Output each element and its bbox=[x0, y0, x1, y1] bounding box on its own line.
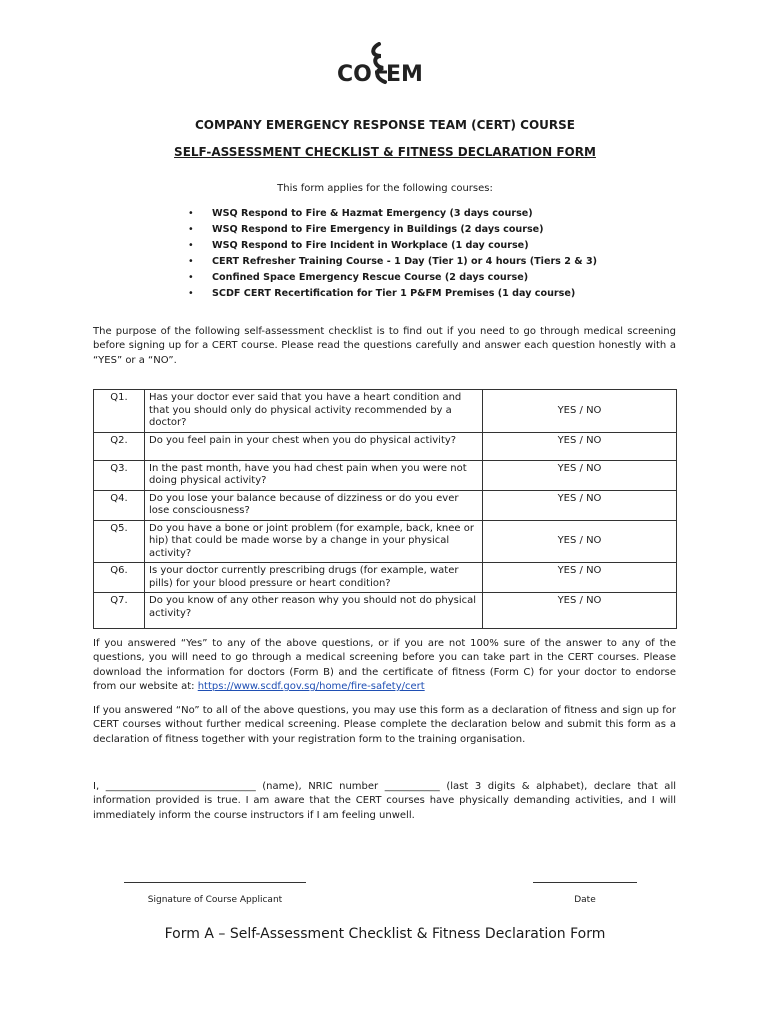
question-text: Do you have a bone or joint problem (for example, back, knee or hip) that could be made worse by a change in your physical activity? bbox=[145, 520, 483, 563]
yes-no-answer[interactable] bbox=[483, 432, 677, 460]
answer-label: YES / NO bbox=[557, 535, 602, 546]
table-row bbox=[94, 460, 677, 490]
answer-label: YES / NO bbox=[557, 595, 602, 606]
answer-label: YES / NO bbox=[557, 404, 602, 416]
question-text: Do you know of any other reason why you should not do physical activity? bbox=[145, 593, 483, 629]
answer-label: YES / NO bbox=[557, 492, 602, 504]
course-list bbox=[188, 206, 597, 302]
declaration-paragraph: I, ______________________________ (name), NRIC number ___________ (last 3 digits & alphabet), declare that all information provided is true. I am aware that the CERT courses have physically demanding activities, and I will immediately inform the course instructors if I am feeling unwell. bbox=[93, 781, 676, 821]
yes-no-answer[interactable] bbox=[483, 490, 677, 520]
intro-text: This form applies for the following courses: bbox=[277, 183, 493, 194]
questions-table bbox=[93, 389, 677, 629]
yes-no-answer[interactable] bbox=[483, 390, 677, 433]
list-item: • WSQ Respond to Fire Incident in Workplace (1 day course) bbox=[188, 238, 597, 254]
question-number: Q6. bbox=[94, 563, 145, 593]
table-row bbox=[94, 593, 677, 629]
question-number: Q7. bbox=[94, 593, 145, 629]
list-item: • WSQ Respond to Fire & Hazmat Emergency (3 days course) bbox=[188, 206, 597, 222]
cosem-logo bbox=[335, 42, 435, 94]
logo-text-left: CO bbox=[337, 62, 372, 87]
question-number: Q4. bbox=[94, 490, 145, 520]
table-row bbox=[94, 490, 677, 520]
question-text: Do you lose your balance because of dizziness or do you ever lose consciousness? bbox=[145, 490, 483, 520]
no-answer-paragraph: If you answered “No” to all of the above questions, you may use this form as a declaration of fitness and sign up for CERT courses without further medical screening. Please complete the declaration below and submit this form as a declaration of fitness together with your registration form to the training organisation. bbox=[93, 705, 676, 745]
list-item: • CERT Refresher Training Course - 1 Day (Tier 1) or 4 hours (Tiers 2 & 3) bbox=[188, 254, 597, 270]
question-text: Is your doctor currently prescribing drugs (for example, water pills) for your blood pressure or heart condition? bbox=[145, 563, 483, 593]
date-line[interactable] bbox=[533, 882, 637, 883]
question-text: Do you feel pain in your chest when you do physical activity? bbox=[145, 432, 483, 460]
answer-label: YES / NO bbox=[557, 434, 602, 446]
answer-label: YES / NO bbox=[557, 462, 602, 474]
purpose-paragraph: The purpose of the following self-assessment checklist is to find out if you need to go through medical screening before signing up for a CERT course. Please read the questions carefully and answer each question honestly with a “YES” or a “NO”. bbox=[93, 326, 676, 366]
question-number: Q3. bbox=[94, 460, 145, 490]
question-number: Q1. bbox=[94, 390, 145, 433]
document-title: COMPANY EMERGENCY RESPONSE TEAM (CERT) COURSE bbox=[195, 118, 575, 132]
yes-answer-paragraph bbox=[93, 637, 676, 694]
table-row bbox=[94, 390, 677, 433]
question-number: Q2. bbox=[94, 432, 145, 460]
date-label: Date bbox=[574, 895, 596, 905]
signature-label: Signature of Course Applicant bbox=[147, 895, 283, 905]
logo-text-right: EM bbox=[386, 62, 423, 87]
list-item: • Confined Space Emergency Rescue Course (2 days course) bbox=[188, 270, 597, 286]
yes-no-answer[interactable] bbox=[483, 460, 677, 490]
question-text: Has your doctor ever said that you have a heart condition and that you should only do physical activity recommended by a doctor? bbox=[145, 390, 483, 433]
answer-label: YES / NO bbox=[557, 565, 602, 576]
list-item: • WSQ Respond to Fire Emergency in Buildings (2 days course) bbox=[188, 222, 597, 238]
signature-line[interactable] bbox=[124, 882, 306, 883]
table-row bbox=[94, 432, 677, 460]
yes-no-answer[interactable] bbox=[483, 520, 677, 563]
yes-no-answer[interactable] bbox=[483, 563, 677, 593]
question-text: In the past month, have you had chest pain when you were not doing physical activity? bbox=[145, 460, 483, 490]
website-link[interactable]: https://www.scdf.gov.sg/home/fire-safety/cert bbox=[197, 680, 425, 692]
list-item: • SCDF CERT Recertification for Tier 1 P&FM Premises (1 day course) bbox=[188, 286, 597, 302]
yes-answer-text: If you answered “Yes” to any of the above questions, or if you are not 100% sure of the answer to any of the questions, you will need to go through a medical screening before you can take part in the CERT courses. Please download the information for doctors (Form B) and the certificate of fitness (Form C) for your doctor to endorse from our website at: bbox=[93, 638, 676, 692]
table-row bbox=[94, 563, 677, 593]
footer-title: Form A – Self-Assessment Checklist & Fitness Declaration Form bbox=[164, 926, 606, 942]
question-number: Q5. bbox=[94, 520, 145, 563]
table-row bbox=[94, 520, 677, 563]
form-subtitle: SELF-ASSESSMENT CHECKLIST & FITNESS DECLARATION FORM bbox=[174, 145, 596, 159]
yes-no-answer[interactable] bbox=[483, 593, 677, 629]
